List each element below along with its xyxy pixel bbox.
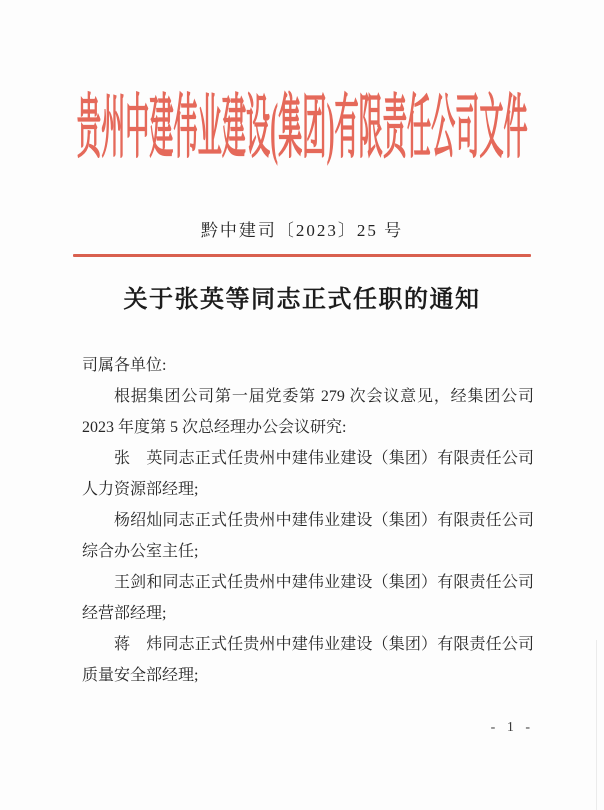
document-header: [0, 90, 604, 168]
body-line: 综合办公室主任;: [82, 543, 199, 560]
scan-edge-artifact: [596, 640, 597, 810]
red-separator-line: [73, 254, 531, 257]
body-line: 人力资源部经理;: [82, 481, 199, 498]
page-number: - 1 -: [490, 720, 534, 735]
body-line: 2023 年度第 5 次总经理办公会议研究:: [82, 419, 347, 436]
body-line: 质量安全部经理;: [82, 667, 199, 684]
body-line: 蒋 炜同志正式任贵州中建伟业建设（集团）有限责任公司: [114, 636, 534, 653]
body-line: 王剑和同志正式任贵州中建伟业建设（集团）有限责任公司: [114, 574, 534, 591]
document-body: [82, 350, 534, 691]
document-header-title: 贵州中建伟业建设(集团)有限责任公司文件: [76, 90, 528, 167]
body-line: 经营部经理;: [82, 605, 167, 622]
body-line: 杨绍灿同志正式任贵州中建伟业建设（集团）有限责任公司: [114, 512, 534, 529]
document-title: 关于张英等同志正式任职的通知: [123, 287, 481, 313]
document-number: 黔中建司〔2023〕25 号: [200, 221, 404, 240]
body-line: 根据集团公司第一届党委第 279 次会议意见，经集团公司: [114, 388, 534, 405]
body-line: 张 英同志正式任贵州中建伟业建设（集团）有限责任公司: [114, 450, 534, 467]
body-line: 司属各单位:: [82, 357, 167, 374]
